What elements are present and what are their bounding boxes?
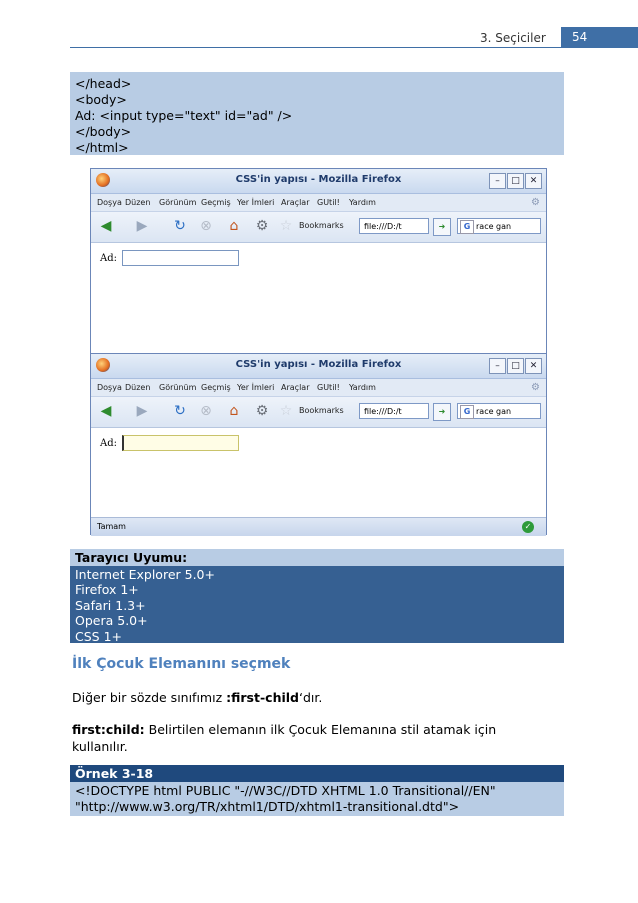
google-icon: G xyxy=(460,220,474,234)
header-rule xyxy=(70,47,638,48)
code-line: "http://www.w3.org/TR/xhtml1/DTD/xhtml1-transitional.dtd"> xyxy=(75,799,460,814)
para-bold: first:child: xyxy=(72,722,145,737)
compat-item: Internet Explorer 5.0+ xyxy=(75,567,215,582)
reload-icon[interactable]: ↻ xyxy=(174,218,186,234)
ad-text-input-focused[interactable] xyxy=(122,435,239,451)
field-label: Ad: xyxy=(100,438,117,449)
menu-item[interactable]: Yer İmleri xyxy=(237,198,275,207)
minimize-icon[interactable]: – xyxy=(489,358,506,374)
maximize-icon[interactable]: □ xyxy=(507,173,524,189)
menu-item[interactable]: Doşya xyxy=(97,383,122,392)
page-content xyxy=(91,243,546,358)
window-title: CSS'in yapısı - Mozilla Firefox xyxy=(235,174,402,185)
title-bar xyxy=(91,354,546,379)
compat-item: Safari 1.3+ xyxy=(75,597,146,613)
menu-item[interactable]: Düzen xyxy=(125,383,151,392)
star-icon[interactable]: ☆ xyxy=(279,218,293,234)
maximize-icon[interactable]: □ xyxy=(507,358,524,374)
stop-icon[interactable]: ⊗ xyxy=(200,218,212,234)
go-icon[interactable]: ➜ xyxy=(433,218,451,236)
menu-item[interactable]: Görünüm xyxy=(159,198,197,207)
search-field[interactable] xyxy=(457,218,541,234)
code-line: </head> xyxy=(75,76,132,91)
forward-arrow-icon[interactable]: ▶ xyxy=(136,218,148,234)
chapter-title: 3. Seçiciler xyxy=(480,31,546,45)
example-heading: Örnek 3-18 xyxy=(70,765,564,782)
code-line: Ad: <input type="text" id="ad" /> xyxy=(75,108,293,123)
menu-item[interactable]: Araçlar xyxy=(281,198,310,207)
compat-item: Firefox 1+ xyxy=(75,582,139,598)
menu-item[interactable]: Yer İmleri xyxy=(237,383,275,392)
back-arrow-icon[interactable]: ◀ xyxy=(100,403,112,419)
menu-item[interactable]: Yardım xyxy=(349,383,376,392)
paragraph xyxy=(72,690,322,705)
code-line: <body> xyxy=(75,92,127,107)
menu-item[interactable]: Geçmiş xyxy=(201,198,231,207)
para-text: Belirtilen elemanın ilk Çocuk Elemanına stil atamak için kullanılır. xyxy=(72,722,497,754)
close-icon[interactable]: ✕ xyxy=(525,358,542,374)
gear-icon[interactable]: ⚙ xyxy=(531,382,540,393)
google-icon: G xyxy=(460,405,474,419)
close-icon[interactable]: ✕ xyxy=(525,173,542,189)
para-text: Diğer bir sözde sınıfımız xyxy=(72,690,227,705)
go-icon[interactable]: ➜ xyxy=(433,403,451,421)
url-field[interactable]: file:///D:/t xyxy=(359,218,429,234)
menu-item[interactable]: Doşya xyxy=(97,198,122,207)
menu-bar xyxy=(91,194,546,212)
menu-bar xyxy=(91,379,546,397)
menu-item[interactable]: Yardım xyxy=(349,198,376,207)
compat-item: Opera 5.0+ xyxy=(75,613,148,629)
ad-text-input[interactable] xyxy=(122,250,239,266)
stop-icon[interactable]: ⊗ xyxy=(200,403,212,419)
menu-item[interactable]: GUtil! xyxy=(317,383,340,392)
compat-item: CSS 1+ xyxy=(75,628,122,644)
compat-heading: Tarayıcı Uyumu: xyxy=(70,549,564,566)
menu-item[interactable]: Düzen xyxy=(125,198,151,207)
url-field[interactable]: file:///D:/t xyxy=(359,403,429,419)
menu-item[interactable]: Geçmiş xyxy=(201,383,231,392)
gutil-icon[interactable]: ⚙ xyxy=(255,403,269,419)
para-text: ‘dır. xyxy=(298,690,323,705)
minimize-icon[interactable]: – xyxy=(489,173,506,189)
code-line: <!DOCTYPE html PUBLIC "-//W3C//DTD XHTML 1.0 Transitional//EN" xyxy=(75,783,496,798)
search-field[interactable] xyxy=(457,403,541,419)
example-code xyxy=(70,782,564,816)
reload-icon[interactable]: ↻ xyxy=(174,403,186,419)
forward-arrow-icon[interactable]: ▶ xyxy=(136,403,148,419)
navigation-toolbar xyxy=(91,397,546,428)
code-line: </html> xyxy=(75,140,129,155)
code-line: </body> xyxy=(75,124,132,139)
menu-item[interactable]: GUtil! xyxy=(317,198,340,207)
section-title: İlk Çocuk Elemanını seçmek xyxy=(72,656,291,672)
browser-window-focused xyxy=(90,353,547,535)
menu-item[interactable]: Araçlar xyxy=(281,383,310,392)
field-label: Ad: xyxy=(100,253,117,264)
browser-window-unfocused xyxy=(90,168,547,356)
search-text: race gan xyxy=(476,222,512,231)
title-bar xyxy=(91,169,546,194)
menu-item[interactable]: Görünüm xyxy=(159,383,197,392)
home-icon[interactable]: ⌂ xyxy=(229,218,239,234)
gutil-icon[interactable]: ⚙ xyxy=(255,218,269,234)
code-block xyxy=(70,72,564,155)
page-content xyxy=(91,428,546,517)
home-icon[interactable]: ⌂ xyxy=(229,403,239,419)
bookmarks-menu[interactable]: Bookmarks xyxy=(299,406,344,415)
compat-list xyxy=(70,566,564,643)
page-number: 54 xyxy=(561,27,638,47)
checkmark-icon: ✓ xyxy=(522,521,534,533)
para-bold: :first-child xyxy=(226,690,299,705)
navigation-toolbar xyxy=(91,212,546,243)
bookmarks-menu[interactable]: Bookmarks xyxy=(299,221,344,230)
status-bar xyxy=(91,517,546,536)
status-text: Tamam xyxy=(97,522,126,531)
paragraph xyxy=(72,721,542,755)
star-icon[interactable]: ☆ xyxy=(279,403,293,419)
window-title: CSS'in yapısı - Mozilla Firefox xyxy=(235,359,402,370)
back-arrow-icon[interactable]: ◀ xyxy=(100,218,112,234)
gear-icon[interactable]: ⚙ xyxy=(531,197,540,208)
search-text: race gan xyxy=(476,407,512,416)
